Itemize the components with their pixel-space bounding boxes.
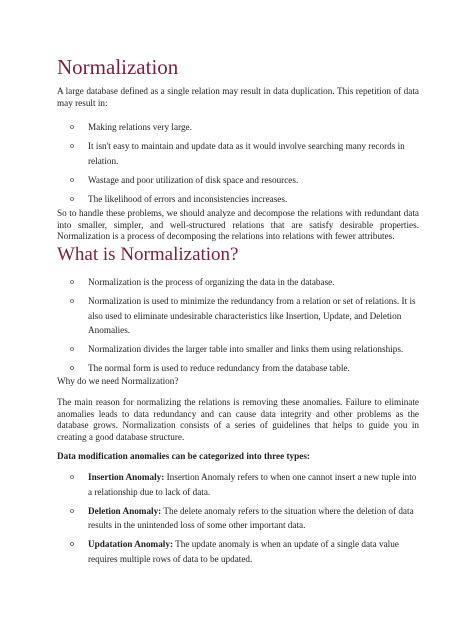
list-item: o Normalization is the process of organizing the data in the database. — [70, 275, 422, 290]
anomalies-list — [70, 470, 422, 571]
bullet-marker: o — [70, 472, 74, 481]
bullet-marker: o — [70, 122, 74, 131]
bullet-marker: o — [70, 344, 74, 353]
list-item: o Insertion Anomaly: Insertion Anomaly refers to when one cannot insert a new tuple into a relationship due to lack of data. — [70, 472, 417, 497]
bullet-marker: o — [70, 141, 74, 150]
list-item: o Updatation Anomaly: The update anomaly is when an update of a single data value requires multiple rows of data to be updated. — [70, 539, 399, 564]
why-paragraph: The main reason for normalizing the relations is removing these anomalies. Failure to eliminate anomalies leads to data redundancy and can cause data integrity and other problems as the database grows. Normalization consists of a series of guidelines that helps to guide you in creating a good database structure. — [57, 397, 419, 442]
anomaly-term: Deletion Anomaly: — [88, 505, 162, 516]
anomaly-term: Updatation Anomaly: — [88, 539, 173, 549]
bullet-marker: o — [70, 505, 74, 515]
bullet-marker: o — [70, 296, 74, 305]
why-question: Why do we need Normalization? — [57, 376, 179, 386]
list-item: o Making relations very large. — [70, 120, 422, 135]
anomalies-heading: Data modification anomalies can be categorized into three types: — [57, 451, 310, 461]
section-heading-what: What is Normalization? — [57, 244, 239, 265]
anomaly-term: Insertion Anomaly: — [88, 472, 165, 482]
page-title: Normalization — [57, 55, 179, 79]
bullet-marker: o — [70, 174, 74, 184]
list-item: o The normal form is used to reduce redundancy from the database table. — [70, 361, 422, 376]
bullet-marker: o — [70, 363, 74, 372]
problems-list — [70, 120, 422, 211]
list-item: o Normalization is used to minimize the redundancy from a relation or set of relations. It is also used to eliminate undesirable characteristics like Insertion, Update, and Deletion Anomalies. — [70, 296, 416, 335]
list-item: o Wastage and poor utilization of disk space and resources. — [70, 173, 422, 188]
list-item: o The likelihood of errors and inconsistencies increases. — [70, 192, 422, 207]
bullet-marker: o — [70, 277, 74, 286]
intro-paragraph: A large database defined as a single relation may result in data duplication. This repetition of data may result in: — [57, 86, 419, 108]
list-item: o Normalization divides the larger table into smaller and links them using relationships. — [70, 342, 422, 357]
what-list — [70, 275, 422, 380]
list-item: o Deletion Anomaly: The delete anomaly refers to the situation where the deletion of data results in the unintended loss of some other important data. — [70, 505, 414, 530]
bullet-marker: o — [70, 193, 74, 203]
handle-paragraph: So to handle these problems, we should analyze and decompose the relations with redundant data into smaller, simpler, and well-structured relations that are satisfy desirable properties. Normalization is a process of decomposing the relations into relations with fewer attributes. — [57, 208, 419, 241]
bullet-marker: o — [70, 539, 74, 548]
list-item: o It isn't easy to maintain and update data as it would involve searching many records in relation. — [70, 141, 405, 166]
